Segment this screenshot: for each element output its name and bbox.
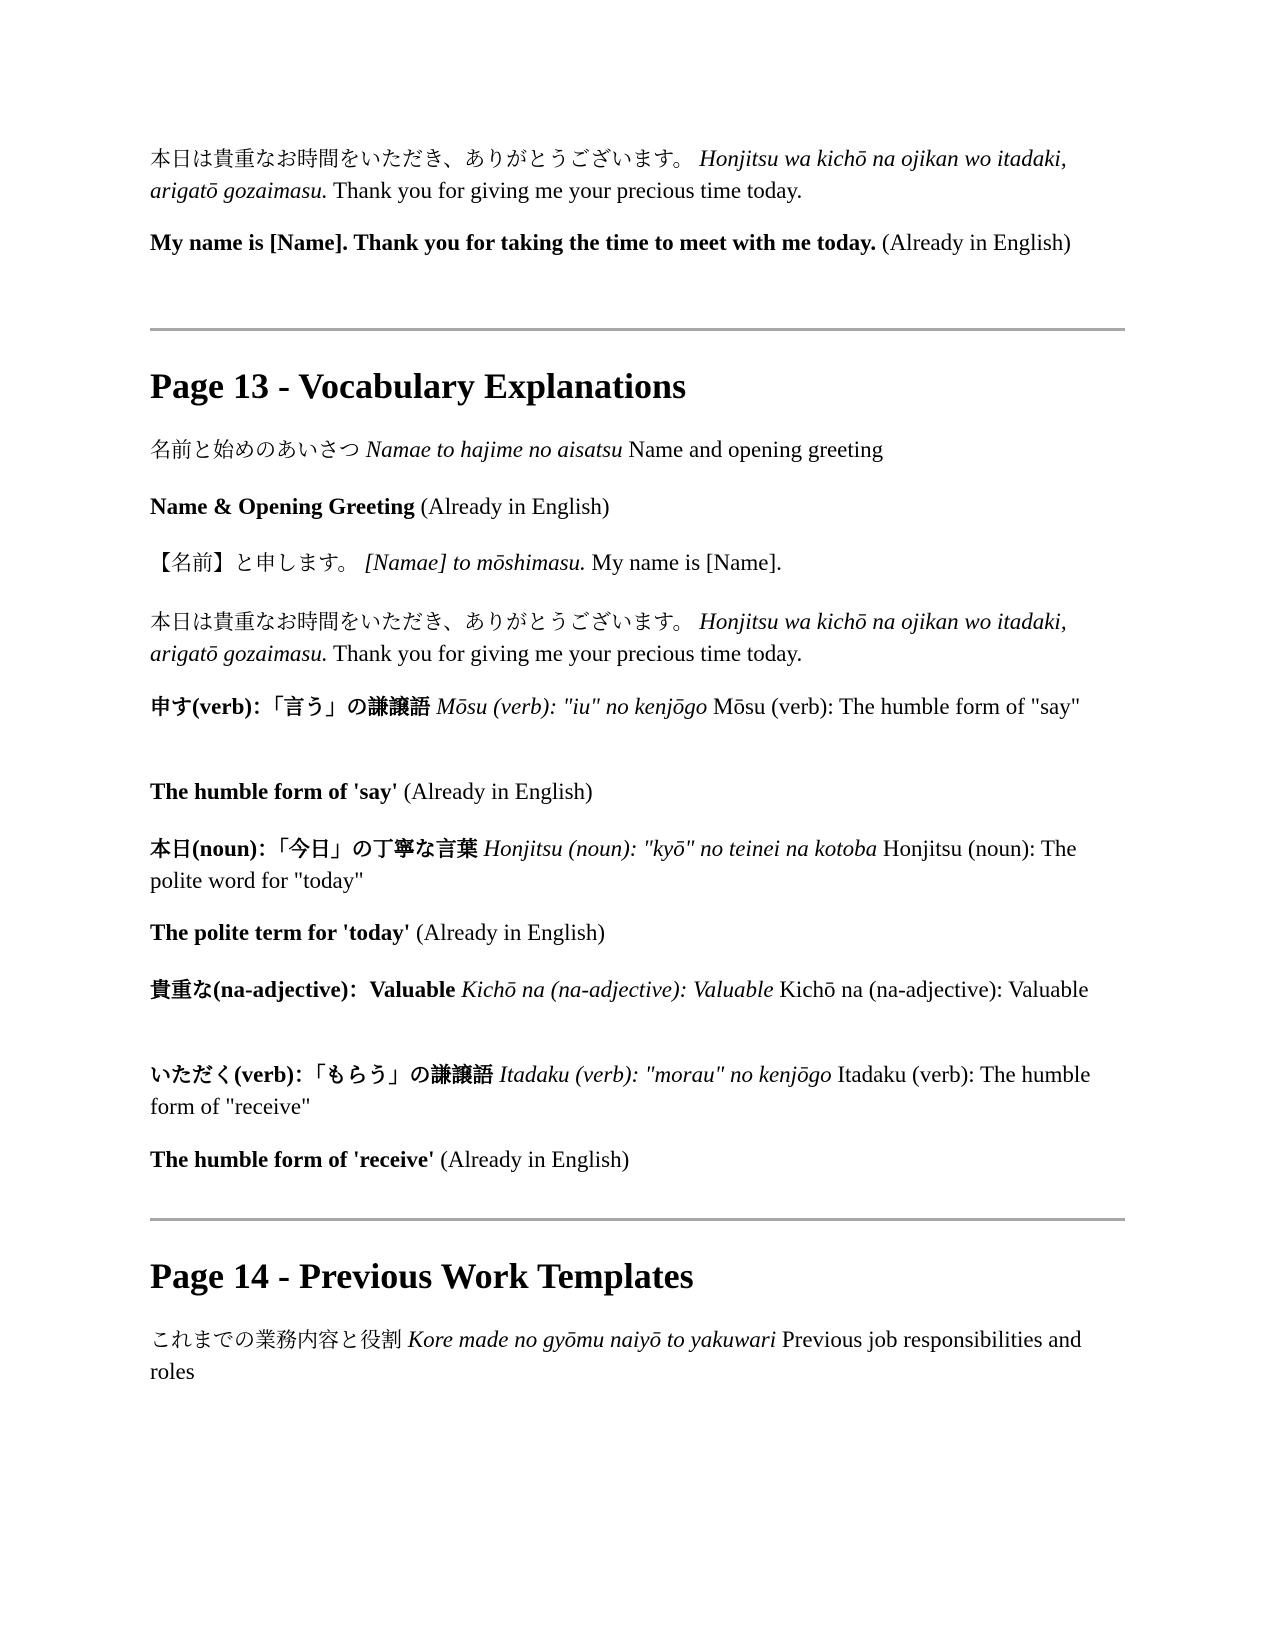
note-text: (Already in English) [415, 920, 606, 945]
vocab-paragraph-4 [150, 606, 1125, 669]
romaji-text: Kichō na (na-adjective): Valuable [461, 977, 774, 1002]
bold-part-of-speech: (noun) [192, 836, 258, 861]
section-heading-page-14: Page 14 - Previous Work Templates [150, 1256, 694, 1296]
bold-english-text: The humble form of 'receive' [150, 1147, 435, 1172]
note-text: (Already in English) [881, 230, 1071, 255]
japanese-text: 本日は貴重なお時間をいただき、ありがとうございます。 [150, 147, 694, 171]
japanese-text: 名前と始めのあいさつ [150, 438, 360, 462]
vocab-paragraph-10 [150, 1059, 1125, 1122]
romaji-text: Kore made no gyōmu naiyō to yakuwari [407, 1327, 777, 1352]
japanese-bold-text: ： [348, 978, 370, 1002]
bold-english-text: The humble form of 'say' [150, 779, 398, 804]
japanese-bold-text: 貴重な [150, 978, 213, 1002]
vocab-paragraph-6 [150, 776, 1125, 807]
japanese-text: 【名前】と申します。 [150, 551, 359, 575]
english-text: Name and opening greeting [628, 437, 884, 462]
vocab-paragraph-9 [150, 974, 1125, 1006]
english-text: Previous job responsibilities and roles [150, 1327, 1082, 1384]
japanese-bold-text: いただく [150, 1063, 234, 1087]
section-heading-page-13: Page 13 - Vocabulary Explanations [150, 366, 687, 406]
japanese-text: 本日は貴重なお時間をいただき、ありがとうございます。 [150, 610, 694, 634]
note-text: (Already in English) [440, 1147, 630, 1172]
japanese-bold-text: 本日 [150, 837, 192, 861]
bold-english-text: Valuable [369, 977, 456, 1002]
bold-english-text: The polite term for 'today' [150, 920, 411, 945]
bold-part-of-speech: (verb) [192, 694, 253, 719]
english-text: Kichō na (na-adjective): Valuable [779, 977, 1089, 1002]
japanese-bold-text: 申す [150, 695, 192, 719]
japanese-bold-text: ：「今日」の丁寧な言葉 [257, 837, 478, 861]
bold-english-text: My name is [Name]. Thank you for taking the time to meet with me today. [150, 230, 877, 255]
english-text: Itadaku (verb): The humble form of "receive" [150, 1062, 1091, 1119]
romaji-text: Honjitsu wa kichō na ojikan wo itadaki, arigatō gozaimasu. [150, 146, 1067, 203]
vocab-paragraph-3 [150, 547, 1125, 579]
romaji-text: Namae to hajime no aisatsu [365, 437, 623, 462]
bold-english-text: Name & Opening Greeting [150, 494, 415, 519]
japanese-text: これまでの業務内容と役割 [150, 1328, 402, 1352]
section-divider [150, 1218, 1125, 1221]
english-text: My name is [Name]. [591, 550, 782, 575]
romaji-text: [Namae] to mōshimasu. [364, 550, 586, 575]
vocab-paragraph-1 [150, 434, 1125, 466]
work-template-paragraph-1 [150, 1324, 1125, 1387]
bold-part-of-speech: (verb) [234, 1062, 295, 1087]
note-text: (Already in English) [403, 779, 593, 804]
section-divider [150, 328, 1125, 331]
vocab-paragraph-7 [150, 833, 1125, 896]
vocab-paragraph-8 [150, 917, 1125, 948]
english-text: Thank you for giving me your precious time today. [332, 641, 803, 666]
english-text: Thank you for giving me your precious time today. [332, 178, 803, 203]
intro-paragraph-2 [150, 227, 1125, 258]
vocab-paragraph-2 [150, 491, 1125, 522]
bold-part-of-speech: (na-adjective) [213, 977, 349, 1002]
romaji-text: Honjitsu wa kichō na ojikan wo itadaki, arigatō gozaimasu. [150, 609, 1067, 666]
note-text: (Already in English) [420, 494, 610, 519]
japanese-bold-text: ：「言う」の謙譲語 [252, 695, 431, 719]
vocab-paragraph-5 [150, 691, 1125, 723]
japanese-bold-text: ：「もらう」の謙譲語 [294, 1063, 494, 1087]
intro-paragraph-1 [150, 143, 1125, 206]
vocab-paragraph-11 [150, 1144, 1125, 1175]
romaji-text: Mōsu (verb): "iu" no kenjōgo [436, 694, 708, 719]
english-text: Honjitsu (noun): The polite word for "today" [150, 836, 1077, 893]
romaji-text: Honjitsu (noun): "kyō" no teinei na kotoba [483, 836, 878, 861]
romaji-text: Itadaku (verb): "morau" no kenjōgo [499, 1062, 832, 1087]
english-text: Mōsu (verb): The humble form of "say" [713, 694, 1081, 719]
